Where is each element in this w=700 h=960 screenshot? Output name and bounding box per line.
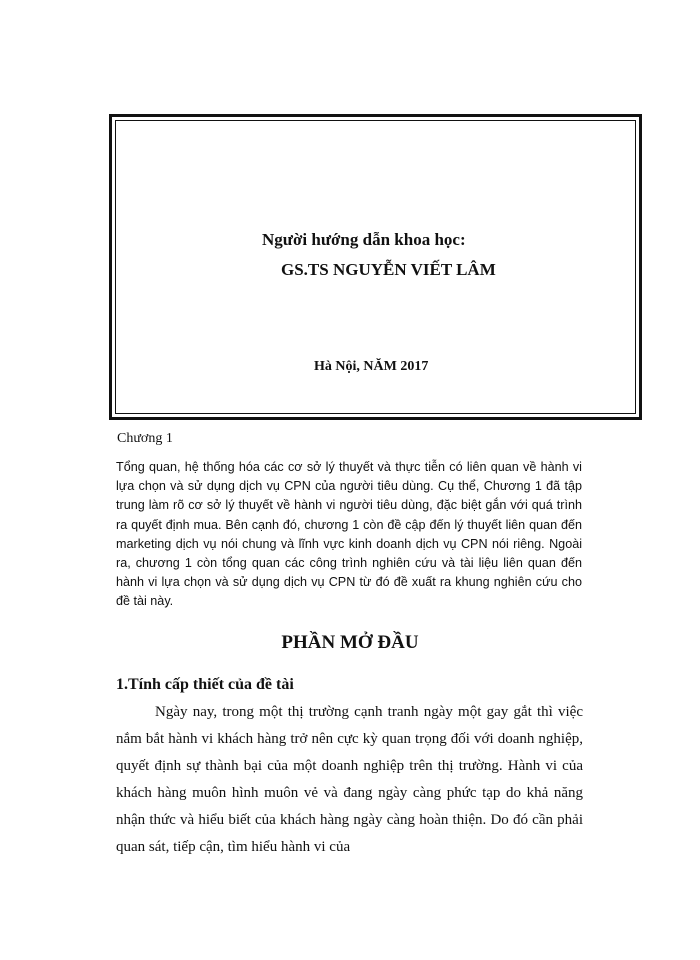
part-heading: PHẦN MỞ ĐẦU [281,632,419,653]
cover-frame [109,114,642,420]
advisor-label: Người hướng dẫn khoa học: [262,230,466,249]
section-heading: 1.Tính cấp thiết của đề tài [116,676,294,693]
advisor-name: GS.TS NGUYỄN VIẾT LÂM [281,260,496,279]
chapter-summary-text: Tổng quan, hệ thống hóa các cơ sở lý thuyết và thực tiễn có liên quan về hành vi lựa chọn và sử dụng dịch vụ CPN của người tiêu dùng. Cụ thể, Chương 1 đã tập trung làm rõ cơ sở lý thuyết về hành vi người tiêu dùng, đặc biệt gắn với quá trình ra quyết định mua. Bên cạnh đó, chương 1 còn đề cập đến lý thuyết liên quan đến marketing dịch vụ nói chung và lĩnh vực kinh doanh dịch vụ CPN nói riêng. Ngoài ra, chương 1 còn tổng quan các công trình nghiên cứu và tài liệu liên quan đến hành vi lựa chọn và sử dụng dịch vụ CPN từ đó đề xuất ra khung nghiên cứu cho đề tài này. [116,460,582,609]
section-paragraph: Ngày nay, trong một thị trường cạnh tranh ngày một gay gắt thì việc nắm bắt hành vi khách hàng trở nên cực kỳ quan trọng đối với doanh nghiệp, quyết định sự thành bại của một doanh nghiệp trên thị trường. Hành vi của khách hàng muôn hình muôn vẻ và đang ngày càng phức tạp do khả năng nhận thức và hiểu biết của khách hàng ngày càng hoàn thiện. Do đó cần phải quan sát, tiếp cận, tìm hiểu hành vi của [116,704,583,855]
place-and-year: Hà Nội, NĂM 2017 [314,359,429,374]
chapter-label: Chương 1 [117,431,173,446]
